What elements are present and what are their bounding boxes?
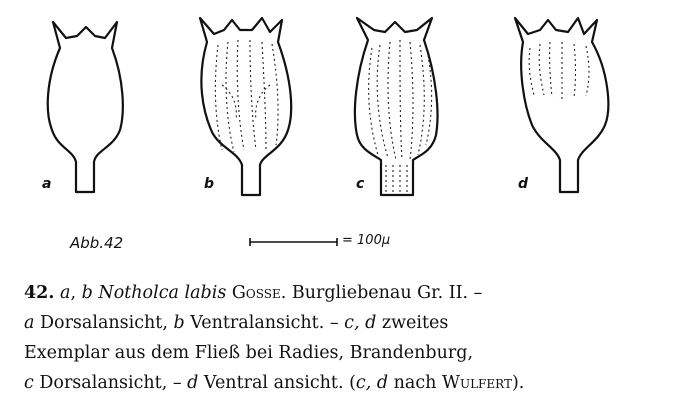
- caption-text: Ventralansicht. –: [184, 313, 345, 333]
- specimen-b-outline: [200, 18, 291, 195]
- species-author: Gosse: [231, 283, 281, 303]
- caption-ref-b: b: [81, 283, 93, 303]
- caption-ref-b2: b: [173, 313, 185, 333]
- panel-label-b: b: [204, 176, 215, 192]
- caption-ref-c: c: [24, 373, 34, 393]
- figure-caption: [24, 278, 694, 398]
- caption-text: nach: [388, 373, 442, 393]
- caption-number: 42.: [24, 283, 55, 303]
- caption-text: Dorsalansicht,: [34, 313, 174, 333]
- caption-sep: ,: [70, 283, 77, 303]
- caption-text: Dorsalansicht, –: [33, 373, 188, 393]
- source-author: Wulfert: [441, 373, 512, 393]
- panel-label-a: a: [42, 176, 52, 192]
- figure-label: Abb.42: [70, 234, 124, 252]
- caption-ref-cd2: c, d: [355, 373, 389, 393]
- caption-ref-d: d: [187, 373, 199, 393]
- caption-text: Ventral ansicht. (: [198, 373, 356, 393]
- caption-ref-cd: c, d: [344, 313, 377, 333]
- specimen-a-outline: [48, 22, 123, 192]
- specimen-c-outline: [355, 18, 438, 195]
- species-name: Notholca labis: [98, 283, 227, 303]
- caption-line-1: [24, 278, 694, 308]
- scale-label: = 100μ: [342, 233, 391, 248]
- panel-label-d: d: [518, 176, 529, 192]
- specimen-d-outline: [515, 18, 608, 192]
- scale-bar: [250, 238, 337, 246]
- caption-ref-a: a: [60, 283, 71, 303]
- caption-line-4: [24, 368, 694, 398]
- caption-line-3: Exemplar aus dem Fließ bei Radies, Brandenburg,: [24, 343, 474, 363]
- caption-ref-a2: a: [24, 313, 35, 333]
- panel-label-c: c: [356, 176, 365, 192]
- caption-text: zweites: [376, 313, 449, 333]
- caption-line-2: [24, 308, 694, 338]
- caption-text: ).: [511, 373, 525, 393]
- caption-locality: . Burgliebenau Gr. II. –: [280, 283, 483, 303]
